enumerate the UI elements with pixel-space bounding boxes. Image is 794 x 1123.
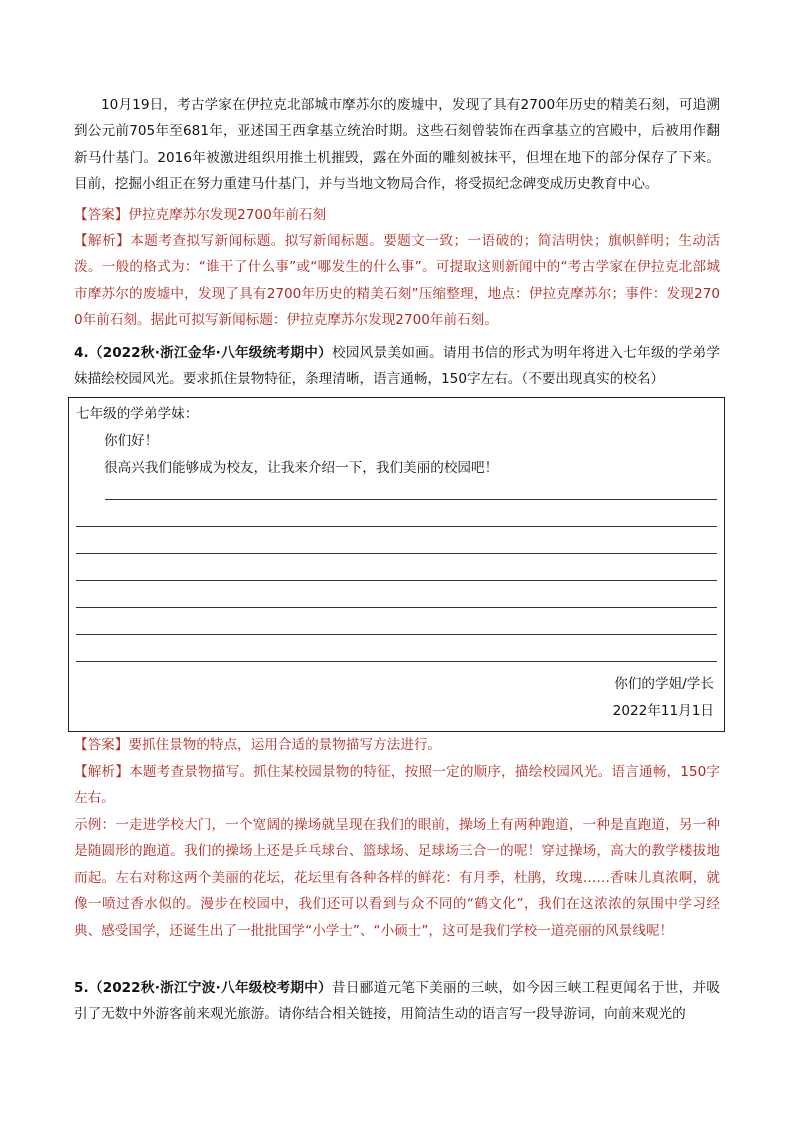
question-prompt: 校园风景美如画。请用书信的形式为明年将进入七年级的学弟学妹描绘校园风光。要求抓住景物特征，条理清晰，语言通畅，150字左右。（不要出现真实的校名） (74, 345, 720, 388)
letter-writing-box (68, 397, 725, 732)
q4-analysis (74, 759, 720, 812)
writing-line[interactable] (76, 634, 717, 635)
news-paragraph: 10月19日，考古学家在伊拉克北部城市摩苏尔的废墟中，发现了具有2700年历史的精美石刻，可追溯到公元前705年至681年，亚述国王西拿基立统治时期。这些石刻曾装饰在西拿基立的宫殿中，后被用作翻新马什基门。2016年被激进组织用推土机摧毁，露在外面的雕刻被抹平，但埋在地下的部分保存了下来。目前，挖掘小组正在努力重建马什基门，并与当地文物局合作，将受损纪念碑变成历史教育中心。 (74, 97, 720, 193)
question-5 (74, 975, 720, 1028)
news-answer (74, 202, 720, 228)
q4-answer (74, 732, 720, 758)
question-number: 5. (74, 980, 89, 996)
analysis-text: 本题考查拟写新闻标题。拟写新闻标题。要题文一致；一语破的；简洁明快；旗帜鲜明；生动活泼。一般的格式为：“谁干了什么事”或“哪发生的什么事”。可提取这则新闻中的“考古学家在伊拉克北部城市摩苏尔的废墟中，发现了具有2700年历史的精美石刻”压缩整理，地点：伊拉克摩苏尔；事件：发现2700年前石刻。据此可拟写新闻标题：伊拉克摩苏尔发现2700年前石刻。 (74, 233, 721, 329)
question-number: 4. (74, 345, 89, 361)
question-4 (74, 340, 720, 393)
writing-line[interactable] (76, 580, 717, 581)
letter-greeting: 你们好！ (104, 433, 159, 449)
writing-line[interactable] (76, 526, 717, 527)
analysis-label: 【解析】 (74, 233, 131, 249)
analysis-text: 本题考查景物描写。抓住某校园景物的特征，按照一定的顺序，描绘校园风光。语言通畅，150字左右。 (74, 764, 720, 807)
letter-opening: 很高兴我们能够成为校友，让我来介绍一下，我们美丽的校园吧！ (104, 460, 499, 476)
question-prompt: 昔日郦道元笔下美丽的三峡，如今因三峡工程更闻名于世，并吸引了无数中外游客前来观光旅游。请你结合相关链接，用简洁生动的语言写一段导游词，向前来观光的 (74, 980, 720, 1023)
writing-line[interactable] (105, 499, 717, 500)
answer-label: 【答案】 (74, 207, 129, 223)
question-source: （2022秋·浙江宁波·八年级校考期中） (88, 980, 333, 996)
analysis-label: 【解析】 (74, 764, 130, 780)
q4-example: 示例：一走进学校大门，一个宽阔的操场就呈现在我们的眼前，操场上有两种跑道，一种是直跑道，另一种是随圆形的跑道。我们的操场上还是乒乓球台、篮球场、足球场三合一的呢！穿过操场，高大的教学楼拔地而起。左右对称这两个美丽的花坛，花坛里有各种各样的鲜花：有月季，杜鹃，玫瑰……香味儿真浓啊，就像一喷过香水似的。漫步在校园中，我们还可以看到与众不同的“鹤文化”，我们在这浓浓的氛围中学习经典、感受国学，还诞生出了一批批国学“小学士”、“小硕士”，这可是我们学校一道亮丽的风景线呢！ (74, 817, 720, 939)
writing-line[interactable] (76, 553, 717, 554)
answer-label: 【答案】 (74, 737, 129, 753)
answer-text: 伊拉克摩苏尔发现2700年前石刻 (128, 207, 327, 223)
answer-text: 要抓住景物的特点，运用合适的景物描写方法进行。 (128, 737, 442, 753)
letter-date: 2022年11月1日 (612, 703, 714, 719)
writing-line[interactable] (76, 607, 717, 608)
letter-salutation: 七年级的学弟学妹： (76, 406, 199, 422)
writing-line[interactable] (76, 661, 717, 662)
news-analysis (74, 228, 720, 334)
question-source: （2022秋·浙江金华·八年级统考期中） (88, 345, 333, 361)
letter-signature: 你们的学姐/学长 (614, 676, 714, 692)
